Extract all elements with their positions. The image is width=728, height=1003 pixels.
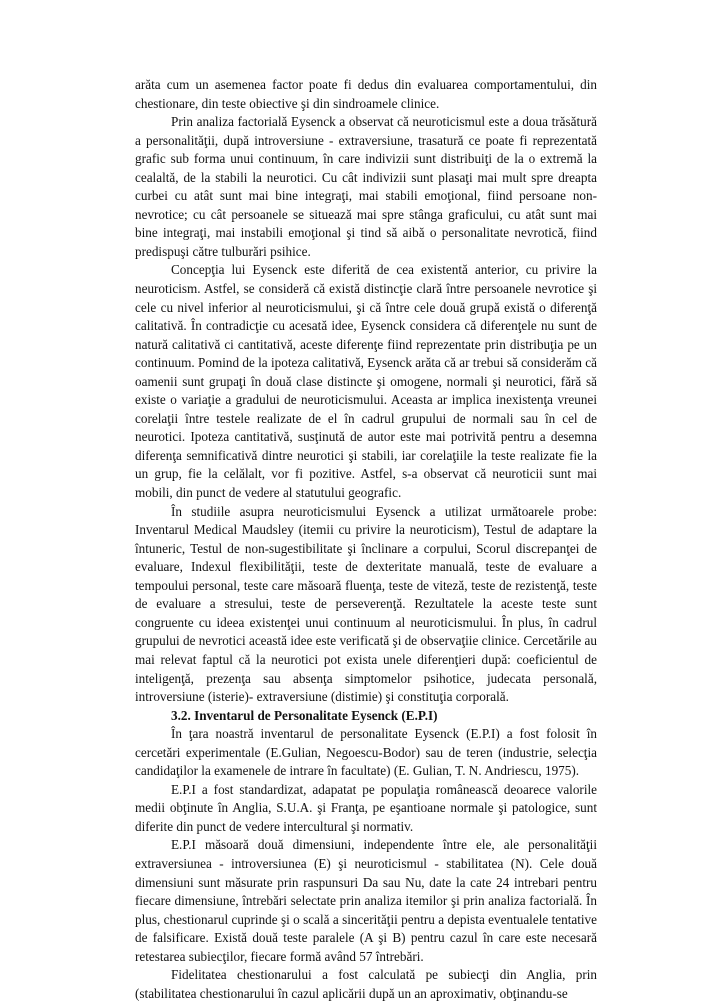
paragraph-eysenck-concept: Concepţia lui Eysenck este diferită de cea existentă anterior, cu privire la neuroticism. Astfel, se consideră că există distincţie clară între persoanele nevrotice şi cele cu nivel inferior al neuroticismului, şi că între cele două grupă există o diferenţă calitativă. În contradicţie cu acesată idee, Eysenck considera că diferenţele nu sunt de natură calitativă ci cantitativă, aceste diferenţe fiind reprezentate prin distribuţia pe un continuum. Pomind de la ipoteza calitativă, Eysenck arăta că ar trebui să considerăm că oamenii sunt grupaţi în două clase distincte şi omogene, normali şi neurotici, fără să existe o variaţie a gradului de neuroticismului. Aceasta ar implica inexistenţa vreunei corelaţii între testele realizate de el în cadrul grupului de normali sau în cel de neurotici. Ipoteza cantitativă, susţinută de autor este mai potrivită pentru a desemna diferenţa semnificativă dintre neurotici şi stabili, iar corelaţiile la teste realizate fie la un grup, fie la celălalt, vor fi pozitive. Astfel, s-a observat că neuroticii sunt mai mobili, din punct de vedere al statutului geografic. (135, 262, 597, 501)
paragraph-epi-romania: În ţara noastră inventarul de personalitate Eysenck (E.P.I) a fost folosit în cercetări experimentale (E.Gulian, Negoescu-Bodor) sau de teren (industrie, selecţia candidaţilor la examenele de intrare în facultate) (E. Gulian, T. N. Andriescu, 1975). (135, 726, 597, 779)
paragraph-intro: arăta cum un asemenea factor poate fi dedus din evaluarea comportamentului, din chestionare, din teste obiective şi din sindroamele clinice. (135, 77, 597, 111)
section-heading: 3.2. Inventarul de Personalitate Eysenck (E.P.I) (171, 707, 438, 723)
paragraph-epi-standardization: E.P.I a fost standardizat, adapatat pe populaţia românească deoarece valorile medii obţinute în Anglia, S.U.A. şi Franţa, pe eşantioane normale şi patologice, sunt diferite din punct de vedere intercultural şi normativ. (135, 781, 597, 834)
paragraph-epi-reliability: Fidelitatea chestionarului a fost calculată pe subiecţi din Anglia, prin (stabilitatea chestionarului în cazul aplicării după un an aproximativ, obţinandu-se (135, 967, 597, 1001)
paragraph-neuroticism-studies: În studiile asupra neuroticismului Eysenck a utilizat următoarele probe: Inventarul Medical Maudsley (itemii cu privire la neuroticism), Testul de adaptare la întuneric, Testul de non-sugestibilitate şi înclinare a corpului, Scorul discrepanţei de evaluare, Indexul flexibilităţii, teste de dexteritate manuală, teste de evaluare a tempoului personal, teste care măsoară fluenţa, teste de viteză, teste de rezistenţă, teste de evaluare a stresului, teste de perseverenţă. Rezultatele la aceste teste sunt congruente cu ideea existenţei unui continuum al neuroticismului. În plus, în cadrul grupului de nevrotici această idee este verificată şi de observaţiie clinice. Cercetările au mai relevat faptul că la neurotici pot exista unele diferenţieri după: coeficientul de inteligenţă, prezenţa sau absenţa simptomelor psihotice, judecata personală, introversiune (isterie)- extraversiune (distimie) şi constituţia corporală. (135, 503, 597, 705)
paragraph-epi-dimensions: E.P.I măsoară două dimensiuni, independente între ele, ale personalităţii extraversiunea - introversiunea (E) şi neuroticismul - stabilitatea (N). Cele două dimensiuni sunt măsurate prin raspunsuri Da sau Nu, date la cate 24 intrebari pentru fiecare dimensiune, întrebări selectate prin analiza itemilor şi prin analiza factorială. În plus, chestionarul cuprinde şi o scală a sincerităţii pentru a depista eventualele tentative de falsificare. Există două teste paralele (A şi B) pentru cazul în care este necesară retestarea subiecţilor, fiecare formă având 57 întrebări. (135, 837, 597, 964)
document-page (135, 76, 597, 1003)
paragraph-factor-analysis: Prin analiza factorială Eysenck a observat că neuroticismul este a doua trăsătură a personalităţii, după introversiune - extraversiune, trasatură ce poate fi reprezentată grafic sub forma unui continuum, în care indivizii sunt distribuiţi de la o extremă la cealaltă, de la stabili la neurotici. Cu cât indivizii sunt plasaţi mai mult spre dreapta curbei cu atât sunt mai bine integraţi, mai stabili emoţional, fiind persoane non-nevrotice; cu cât persoanele se situează mai spre stânga graficului, cu atât sunt mai bine integraţi, mai instabili emoţional şi tind să aibă o personalitate nevrotică, fiind predispuşi către tulburări psihice. (135, 114, 597, 259)
